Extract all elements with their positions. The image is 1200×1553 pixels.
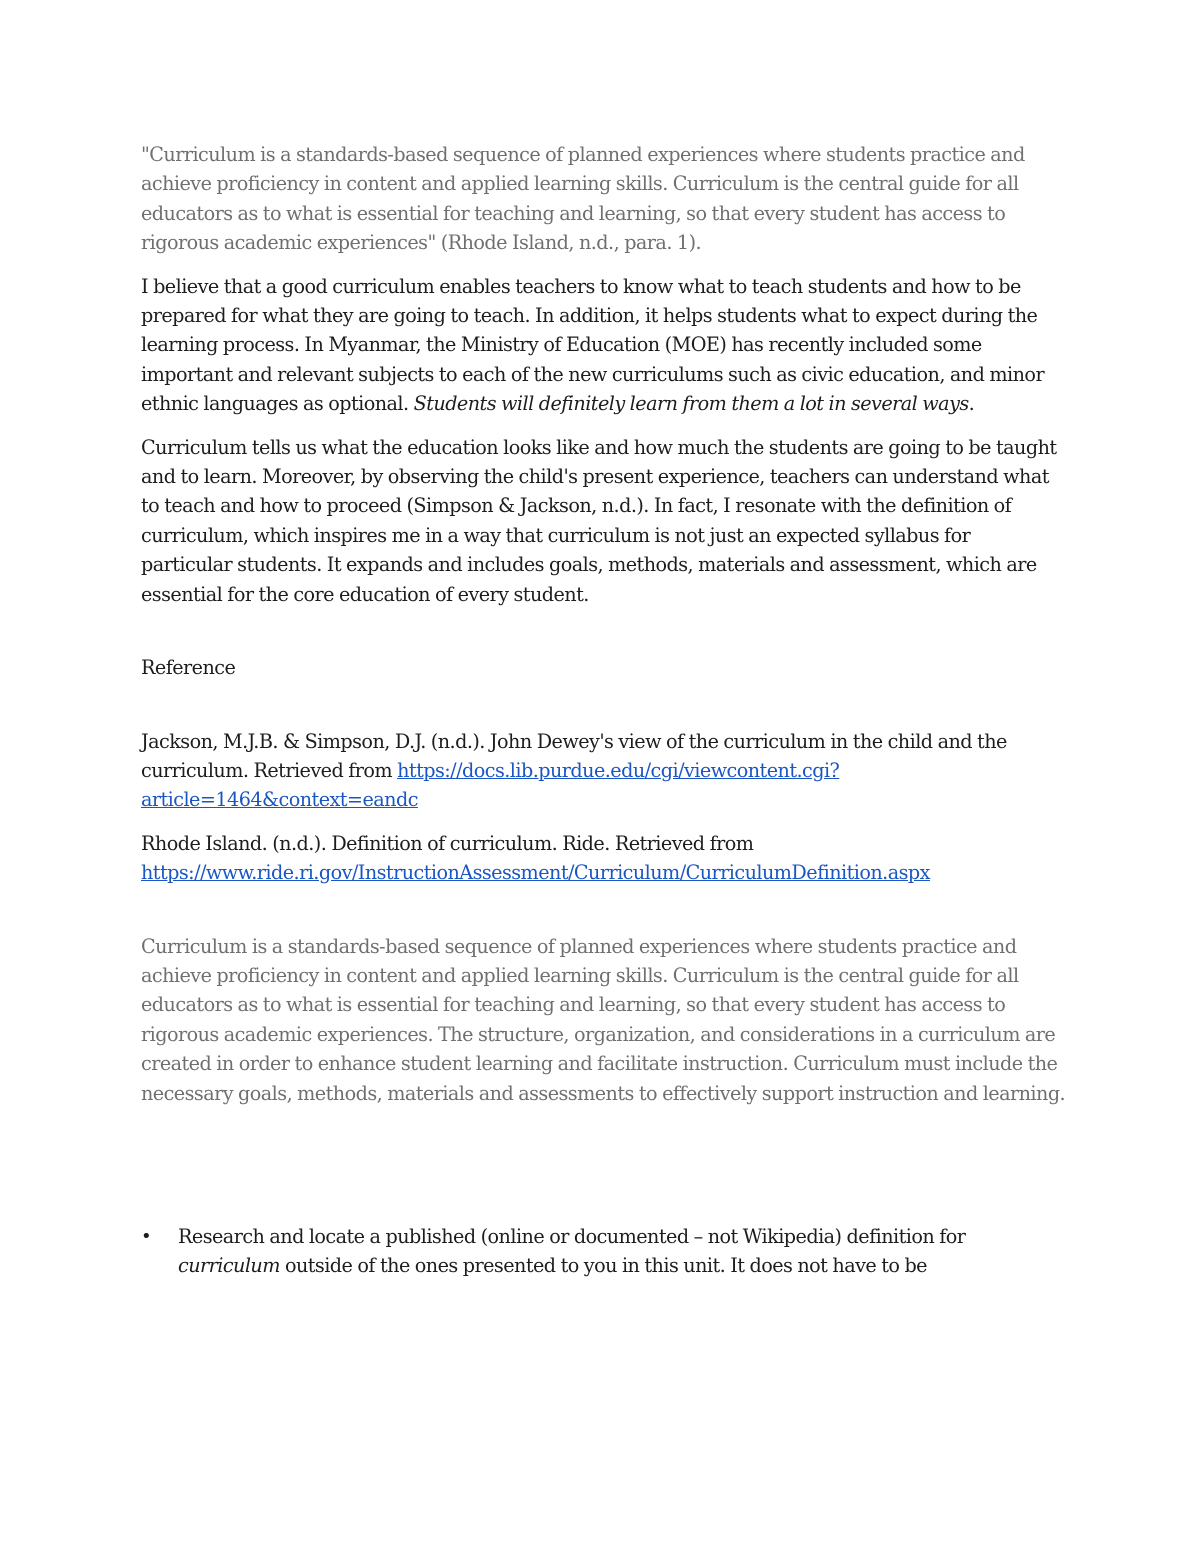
bullet-text-end: outside of the ones presented to you in this unit. It does not have to be (279, 1254, 927, 1278)
opinion-paragraph (141, 272, 1066, 419)
bullet-icon: • (141, 1225, 152, 1247)
opinion-text: I believe that a good curriculum enables teachers to know what to teach students and how to be prepared for what they are going to teach. In addition, it helps students what to expect during the learning process. In Myanmar, the Ministry of Education (MOE) has recently included some important and relevant subjects to each of the new curriculums such as civic education, and minor ethnic languages as optional. (141, 274, 1045, 416)
reference-link-ride[interactable]: https://www.ride.ri.gov/InstructionAssessment/Curriculum/CurriculumDefinition.aspx (141, 861, 930, 885)
reference-heading: Reference (141, 656, 236, 680)
bullet-italic-text: curriculum (178, 1254, 280, 1278)
quote-citation: (Rhode Island, n.d., para. 1). (435, 231, 702, 255)
reference-link-purdue[interactable]: https://docs.lib.purdue.edu/cgi/viewcontent.cgi?article=1464&context=eandc (141, 758, 840, 812)
reference-entry-rhode-island (141, 829, 1066, 888)
quote-text: "Curriculum is a standards-based sequence of planned experiences where students practice and achieve proficiency in content and applied learning skills. Curriculum is the central guide for all educators as to what is essential for teaching and learning, so that every student has access to rigorous academic experiences" (141, 143, 1025, 255)
reference-entry-jackson (141, 727, 1066, 815)
reference-text: Jackson, M.J.B. & Simpson, D.J. (n.d.). John Dewey's view of the curriculum in the child and the curriculum. Retrieved from (141, 729, 1007, 782)
list-item (141, 1222, 1066, 1281)
document-body (141, 140, 1066, 1281)
discussion-paragraph: Curriculum tells us what the education looks like and how much the students are going to be taught and to learn. Moreover, by observing the child's present experience, teachers can understand what to teach and how to proceed (Simpson & Jackson, n.d.). In fact, I resonate with the definition of curriculum, which inspires me in a way that curriculum is not just an expected syllabus for particular students. It expands and includes goals, methods, materials and assessment, which are essential for the core education of every student. (141, 435, 1057, 606)
opinion-italic-text: Students will definitely learn from them a lot in several ways (413, 392, 969, 416)
opinion-end: . (968, 392, 975, 416)
assignment-list (141, 1222, 1066, 1281)
reference-text: Rhode Island. (n.d.). Definition of curriculum. Ride. Retrieved from (141, 831, 754, 855)
quote-paragraph (141, 140, 1066, 258)
definition-paragraph: Curriculum is a standards-based sequence of planned experiences where students practice and achieve proficiency in content and applied learning skills. Curriculum is the central guide for all educators as to what is essential for teaching and learning, so that every student has access to rigorous academic experiences. The structure, organization, and considerations in a curriculum are created in order to enhance student learning and facilitate instruction. Curriculum must include the necessary goals, methods, materials and assessments to effectively support instruction and learning. (141, 934, 1066, 1105)
bullet-text: Research and locate a published (online or documented – not Wikipedia) definition for (178, 1224, 966, 1248)
